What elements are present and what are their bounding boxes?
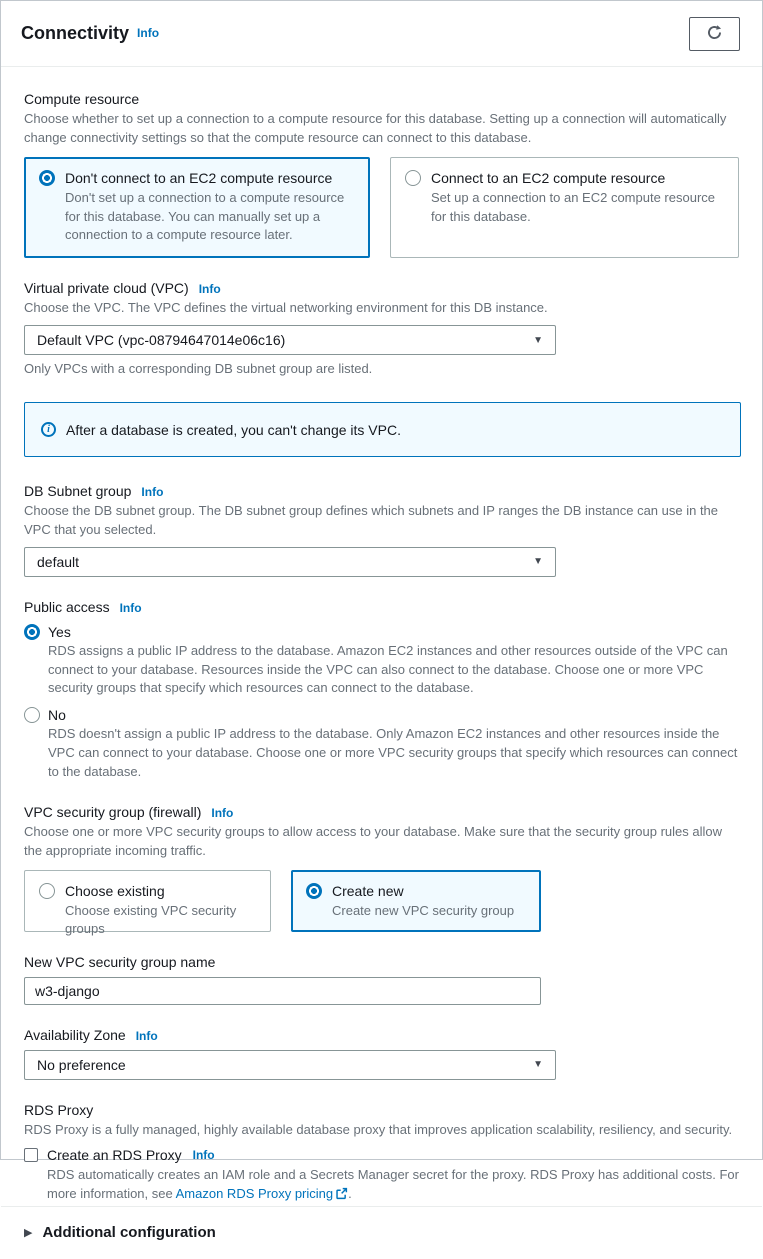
db-subnet-group-label-text: DB Subnet group xyxy=(24,483,132,500)
vpc-info-link[interactable]: Info xyxy=(198,282,221,297)
db-subnet-group-label xyxy=(24,483,739,499)
tile-title: Create new xyxy=(332,882,404,899)
radio-icon[interactable] xyxy=(39,170,55,186)
vpc-change-alert xyxy=(24,402,741,457)
public-access-label xyxy=(24,599,739,615)
vpc-select[interactable] xyxy=(24,325,556,355)
connectivity-info-link[interactable]: Info xyxy=(137,26,160,40)
db-subnet-group-selected-value: default xyxy=(37,553,80,570)
new-sg-name-section xyxy=(24,954,739,1005)
db-subnet-group-section xyxy=(24,483,739,577)
new-sg-name-label: New VPC security group name xyxy=(24,953,216,970)
rds-proxy-note xyxy=(47,1166,739,1206)
db-subnet-group-info-link[interactable]: Info xyxy=(141,485,164,500)
vpc-section xyxy=(24,280,739,376)
panel-content xyxy=(1,67,762,1206)
radio-icon[interactable] xyxy=(39,883,55,899)
option-description: RDS assigns a public IP address to the database. Amazon EC2 instances and other resources outside of the VPC can connect to your database. Resources inside the VPC can also connect to the database. Choose one or more VPC security groups that specify which resources can connect to the database. xyxy=(48,642,728,696)
chevron-down-icon: ▼ xyxy=(533,334,543,346)
tile-title: Don't connect to an EC2 compute resource xyxy=(65,169,333,186)
chevron-down-icon: ▼ xyxy=(533,556,543,568)
availability-zone-label xyxy=(24,1027,739,1043)
db-subnet-group-select[interactable] xyxy=(24,547,556,577)
tile-connect-ec2[interactable] xyxy=(390,157,739,259)
compute-resource-description: Choose whether to set up a connection to a compute resource for this database. Setting up a connection will automatically change connectivity settings so that the compute resource can connect to this database. xyxy=(24,111,727,145)
availability-zone-select[interactable] xyxy=(24,1050,556,1080)
vpc-security-group-section xyxy=(24,803,739,937)
availability-zone-selected-value: No preference xyxy=(37,1056,126,1073)
rds-proxy-note-period: . xyxy=(348,1186,352,1202)
new-sg-name-input[interactable] xyxy=(24,977,541,1005)
public-access-option-yes[interactable] xyxy=(24,624,739,699)
vpc-security-group-description: Choose one or more VPC security groups to allow access to your database. Make sure that the security group rules allow the appropriate incoming traffic. xyxy=(24,823,723,858)
additional-configuration-expander[interactable] xyxy=(1,1206,762,1259)
radio-icon[interactable] xyxy=(24,624,40,640)
tile-head xyxy=(405,170,724,186)
rds-proxy-note-text: RDS automatically creates an IAM role and a Secrets Manager secret for the proxy. RDS Proxy has additional costs. For more information, see xyxy=(47,1167,739,1202)
option-description: RDS doesn't assign a public IP address to the database. Only Amazon EC2 instances and other resources inside the VPC can connect to your database. Choose one or more VPC security groups that specify which resources can connect to the database. xyxy=(48,726,738,779)
rds-proxy-description: RDS Proxy is a fully managed, highly available database proxy that improves application scalability, resiliency, and security. xyxy=(24,1121,733,1137)
alert-text: After a database is created, you can't change its VPC. xyxy=(66,421,401,438)
availability-zone-section xyxy=(24,1027,739,1080)
tile-title: Connect to an EC2 compute resource xyxy=(431,169,666,186)
option-head[interactable] xyxy=(24,707,739,723)
public-access-section xyxy=(24,599,739,782)
rds-proxy-pricing-link[interactable]: Amazon RDS Proxy pricing xyxy=(175,1186,334,1202)
tile-description: Choose existing VPC security groups xyxy=(65,902,237,937)
tile-head xyxy=(39,883,256,899)
vpc-label xyxy=(24,280,739,296)
refresh-icon xyxy=(706,24,723,44)
tile-head xyxy=(306,883,526,899)
create-rds-proxy-checkbox[interactable] xyxy=(24,1148,38,1162)
vpc-security-group-info-link[interactable]: Info xyxy=(211,805,234,820)
rds-proxy-label: RDS Proxy xyxy=(24,1101,94,1118)
vpc-description: Choose the VPC. The VPC defines the virtual networking environment for this DB instance. xyxy=(24,300,548,316)
tile-title: Choose existing xyxy=(65,882,165,899)
chevron-down-icon: ▼ xyxy=(533,1059,543,1070)
public-access-option-no[interactable] xyxy=(24,707,739,782)
tile-description: Create new VPC security group xyxy=(332,902,515,918)
option-head[interactable] xyxy=(24,624,739,640)
rds-proxy-info-link[interactable]: Info xyxy=(192,1148,215,1163)
db-subnet-group-description: Choose the DB subnet group. The DB subnet group defines which subnets and IP ranges the DB instance can use in the VPC that you selected. xyxy=(24,503,719,537)
vpc-security-group-options xyxy=(24,870,739,937)
public-access-info-link[interactable]: Info xyxy=(119,600,142,615)
tile-description: Set up a connection to an EC2 compute resource for this database. xyxy=(431,189,716,224)
radio-icon[interactable] xyxy=(405,170,421,186)
public-access-label-text: Public access xyxy=(24,598,110,615)
compute-resource-label: Compute resource xyxy=(24,91,140,107)
availability-zone-label-text: Availability Zone xyxy=(24,1026,126,1043)
panel-header xyxy=(1,1,762,67)
rds-proxy-section xyxy=(24,1102,739,1207)
tile-create-new[interactable] xyxy=(291,870,541,932)
panel-title-wrap xyxy=(21,23,159,44)
expand-caret-icon: ▶ xyxy=(24,1227,33,1240)
compute-resource-section xyxy=(24,91,739,258)
vpc-security-group-label xyxy=(24,804,739,820)
refresh-button[interactable] xyxy=(689,17,740,51)
tile-head xyxy=(39,170,355,186)
option-title: No xyxy=(48,707,66,724)
create-rds-proxy-label: Create an RDS Proxy xyxy=(47,1147,182,1164)
create-rds-proxy-row[interactable] xyxy=(24,1147,739,1163)
radio-icon[interactable] xyxy=(24,707,40,723)
additional-configuration-label: Additional configuration xyxy=(42,1224,216,1242)
info-circle-icon: i xyxy=(41,422,56,437)
vpc-security-group-label-text: VPC security group (firewall) xyxy=(24,803,202,820)
tile-description: Don't set up a connection to a compute resource for this database. You can manually set up a connection to a compute resource later. xyxy=(65,189,345,243)
availability-zone-info-link[interactable]: Info xyxy=(135,1028,158,1043)
external-link-icon xyxy=(335,1187,348,1206)
vpc-label-text: Virtual private cloud (VPC) xyxy=(24,280,189,297)
page-title: Connectivity xyxy=(21,23,130,43)
tile-choose-existing[interactable] xyxy=(24,870,271,937)
vpc-selected-value: Default VPC (vpc-08794647014e06c16) xyxy=(37,332,286,349)
option-title: Yes xyxy=(48,623,71,640)
radio-icon[interactable] xyxy=(306,883,322,899)
compute-resource-options xyxy=(24,157,739,259)
vpc-helper-text: Only VPCs with a corresponding DB subnet group are listed. xyxy=(24,361,373,377)
tile-dont-connect-ec2[interactable] xyxy=(24,157,370,259)
